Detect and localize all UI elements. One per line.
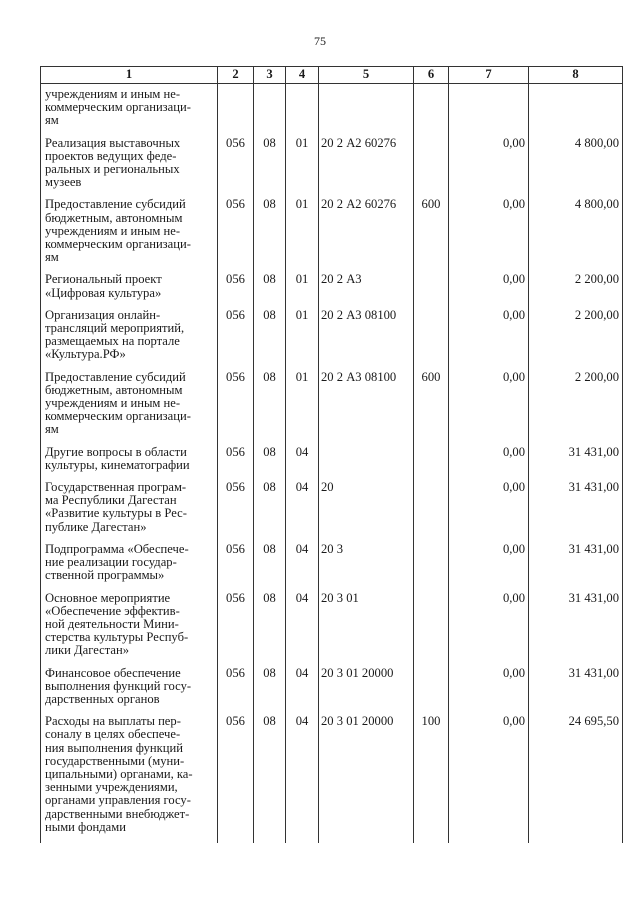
cell-amount-8: 2 200,00: [529, 371, 623, 446]
cell-amount-7: 0,00: [449, 371, 529, 446]
table-row: [41, 592, 623, 667]
cell-code-admin: 056: [218, 592, 254, 667]
cell-amount-8: 24 695,50: [529, 715, 623, 843]
cell-amount-8: 31 431,00: [529, 667, 623, 716]
cell-code-target: 20 2 А3 08100: [319, 309, 414, 371]
cell-amount-7: [449, 84, 529, 137]
cell-code-section: 08: [254, 371, 286, 446]
cell-code-admin: 056: [218, 481, 254, 543]
column-header-6: 6: [414, 67, 449, 84]
cell-amount-8: 31 431,00: [529, 543, 623, 592]
cell-name: Организация онлайн- трансляций мероприятий, размещаемых на портале «Культура.РФ»: [41, 309, 218, 371]
table-row: [41, 273, 623, 308]
cell-amount-7: 0,00: [449, 446, 529, 481]
cell-code-expense-type: 600: [414, 198, 449, 273]
cell-code-target: 20: [319, 481, 414, 543]
cell-code-section: 08: [254, 543, 286, 592]
table-row: [41, 137, 623, 199]
page-number: 75: [314, 34, 326, 48]
cell-code-expense-type: [414, 543, 449, 592]
cell-code-admin: 056: [218, 543, 254, 592]
cell-amount-7: 0,00: [449, 592, 529, 667]
table-row: [41, 309, 623, 371]
cell-code-admin: 056: [218, 715, 254, 843]
cell-code-target: 20 3 01: [319, 592, 414, 667]
cell-code-admin: [218, 84, 254, 137]
cell-amount-7: 0,00: [449, 309, 529, 371]
cell-amount-7: 0,00: [449, 715, 529, 843]
cell-code-subsection: 01: [286, 309, 319, 371]
cell-code-expense-type: 100: [414, 715, 449, 843]
table-row: [41, 371, 623, 446]
cell-code-subsection: 04: [286, 592, 319, 667]
cell-code-section: 08: [254, 715, 286, 843]
column-header-1: 1: [41, 67, 218, 84]
budget-table: [40, 66, 623, 843]
cell-code-expense-type: [414, 592, 449, 667]
cell-code-section: [254, 84, 286, 137]
column-header-2: 2: [218, 67, 254, 84]
cell-code-admin: 056: [218, 667, 254, 716]
cell-code-section: 08: [254, 446, 286, 481]
cell-code-expense-type: [414, 273, 449, 308]
cell-code-subsection: 04: [286, 715, 319, 843]
cell-name: Предоставление субсидий бюджетным, автономным учреждениям и иным не- коммерческим организаци- ям: [41, 371, 218, 446]
cell-amount-8: [529, 84, 623, 137]
table-row: [41, 446, 623, 481]
cell-code-target: 20 2 А3: [319, 273, 414, 308]
cell-code-target: [319, 446, 414, 481]
cell-code-subsection: [286, 84, 319, 137]
cell-code-target: 20 3 01 20000: [319, 667, 414, 716]
cell-code-expense-type: [414, 309, 449, 371]
column-header-4: 4: [286, 67, 319, 84]
table-header-row: [41, 67, 623, 84]
cell-amount-8: 2 200,00: [529, 309, 623, 371]
cell-code-target: 20 2 А2 60276: [319, 198, 414, 273]
cell-name: Реализация выставочных проектов ведущих феде- ральных и региональных музеев: [41, 137, 218, 199]
table-row: [41, 481, 623, 543]
cell-code-expense-type: 600: [414, 371, 449, 446]
cell-name: Подпрограмма «Обеспече- ние реализации государ- ственной программы»: [41, 543, 218, 592]
cell-code-subsection: 04: [286, 543, 319, 592]
cell-name: Другие вопросы в области культуры, кинематографии: [41, 446, 218, 481]
cell-code-subsection: 01: [286, 137, 319, 199]
cell-amount-7: 0,00: [449, 667, 529, 716]
table-row: [41, 715, 623, 843]
table-row: [41, 667, 623, 716]
cell-code-target: 20 3: [319, 543, 414, 592]
cell-code-expense-type: [414, 446, 449, 481]
cell-amount-8: 31 431,00: [529, 446, 623, 481]
cell-amount-7: 0,00: [449, 543, 529, 592]
cell-code-admin: 056: [218, 371, 254, 446]
cell-name: Предоставление субсидий бюджетным, автономным учреждениям и иным не- коммерческим организаци- ям: [41, 198, 218, 273]
cell-code-section: 08: [254, 592, 286, 667]
cell-code-subsection: 01: [286, 273, 319, 308]
column-header-3: 3: [254, 67, 286, 84]
cell-amount-8: 4 800,00: [529, 198, 623, 273]
cell-amount-8: 2 200,00: [529, 273, 623, 308]
cell-code-section: 08: [254, 198, 286, 273]
cell-code-subsection: 01: [286, 198, 319, 273]
cell-code-target: [319, 84, 414, 137]
cell-code-admin: 056: [218, 446, 254, 481]
cell-code-subsection: 01: [286, 371, 319, 446]
cell-code-target: 20 2 А3 08100: [319, 371, 414, 446]
cell-name: Финансовое обеспечение выполнения функций госу- дарственных органов: [41, 667, 218, 716]
cell-amount-7: 0,00: [449, 198, 529, 273]
cell-code-section: 08: [254, 137, 286, 199]
table-body: [41, 84, 623, 843]
cell-amount-7: 0,00: [449, 273, 529, 308]
cell-code-subsection: 04: [286, 667, 319, 716]
cell-code-section: 08: [254, 481, 286, 543]
cell-amount-8: 4 800,00: [529, 137, 623, 199]
cell-code-admin: 056: [218, 309, 254, 371]
cell-amount-7: 0,00: [449, 481, 529, 543]
cell-name: Региональный проект «Цифровая культура»: [41, 273, 218, 308]
cell-amount-8: 31 431,00: [529, 481, 623, 543]
cell-name: учреждениям и иным не- коммерческим организаци- ям: [41, 84, 218, 137]
table-row: [41, 198, 623, 273]
column-header-5: 5: [319, 67, 414, 84]
cell-code-subsection: 04: [286, 481, 319, 543]
cell-code-section: 08: [254, 667, 286, 716]
table-row: [41, 543, 623, 592]
cell-amount-7: 0,00: [449, 137, 529, 199]
cell-code-admin: 056: [218, 198, 254, 273]
cell-code-subsection: 04: [286, 446, 319, 481]
table-row: [41, 84, 623, 137]
cell-code-expense-type: [414, 137, 449, 199]
cell-name: Расходы на выплаты пер- соналу в целях обеспече- ния выполнения функций государственными (муни- ципальными) органами, ка- зенными учреждениями, органами управления госу- дарственными внебюджет- ными фондами: [41, 715, 218, 843]
cell-name: Основное мероприятие «Обеспечение эффектив- ной деятельности Мини- стерства культуры Респуб- лики Дагестан»: [41, 592, 218, 667]
cell-code-expense-type: [414, 667, 449, 716]
column-header-7: 7: [449, 67, 529, 84]
column-header-8: 8: [529, 67, 623, 84]
cell-code-expense-type: [414, 481, 449, 543]
cell-code-section: 08: [254, 273, 286, 308]
cell-amount-8: 31 431,00: [529, 592, 623, 667]
cell-code-section: 08: [254, 309, 286, 371]
cell-name: Государственная програм- ма Республики Дагестан «Развитие культуры в Рес- публике Дагестан»: [41, 481, 218, 543]
cell-code-expense-type: [414, 84, 449, 137]
cell-code-target: 20 3 01 20000: [319, 715, 414, 843]
cell-code-admin: 056: [218, 137, 254, 199]
cell-code-target: 20 2 А2 60276: [319, 137, 414, 199]
cell-code-admin: 056: [218, 273, 254, 308]
